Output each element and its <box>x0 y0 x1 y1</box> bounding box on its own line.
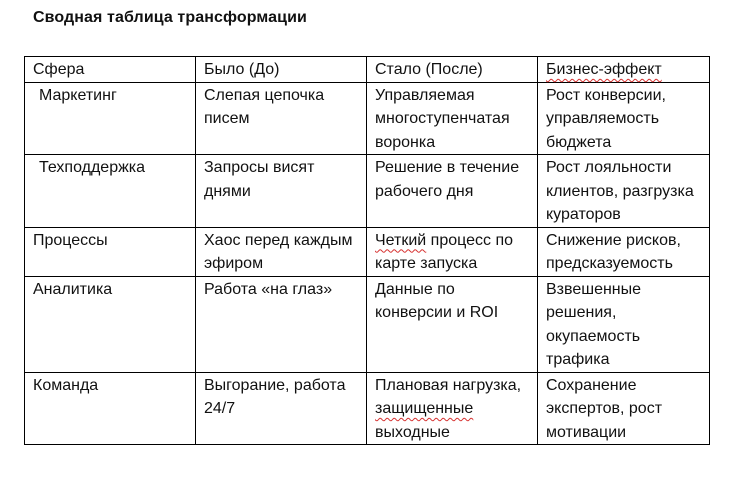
header-effect-text: Бизнес-эффект <box>546 61 662 78</box>
cell-effect: Рост конверсии, управляемость бюджета <box>538 82 710 155</box>
cell-after <box>367 227 538 276</box>
document-title: Сводная таблица трансформации <box>33 9 307 26</box>
cell-after: Управляемая многоступенчатая воронка <box>367 82 538 155</box>
cell-after-rest: процесс по карте запуска <box>375 231 514 272</box>
cell-sphere: Процессы <box>25 227 196 276</box>
header-sphere: Сфера <box>25 57 196 83</box>
cell-after: Решение в течение рабочего дня <box>367 155 538 228</box>
cell-sphere: Аналитика <box>25 276 196 372</box>
table-header-row <box>25 57 710 83</box>
spellcheck-word: Четкий <box>375 231 427 249</box>
header-before: Было (До) <box>196 57 367 83</box>
header-after: Стало (После) <box>367 57 538 83</box>
cell-effect: Снижение рисков, предсказуемость <box>538 227 710 276</box>
cell-sphere: Маркетинг <box>25 82 196 155</box>
cell-after <box>367 372 538 445</box>
cell-effect: Рост лояльности клиентов, разгрузка кураторов <box>538 155 710 228</box>
cell-before: Хаос перед каждым эфиром <box>196 227 367 276</box>
cell-before: Выгорание, работа 24/7 <box>196 372 367 445</box>
header-effect <box>538 57 710 83</box>
cell-after: Данные по конверсии и ROI <box>367 276 538 372</box>
table-row <box>25 155 710 228</box>
cell-sphere: Команда <box>25 372 196 445</box>
table-row <box>25 372 710 445</box>
table-row <box>25 227 710 276</box>
cell-effect: Сохранение экспертов, рост мотивации <box>538 372 710 445</box>
cell-after-rest: выходные <box>375 423 450 441</box>
table-row <box>25 276 710 372</box>
cell-sphere: Техподдержка <box>25 155 196 228</box>
transformation-table <box>24 56 710 445</box>
cell-before: Работа «на глаз» <box>196 276 367 372</box>
spellcheck-word: защищенные <box>375 400 474 417</box>
cell-effect: Взвешенные решения, окупаемость трафика <box>538 276 710 372</box>
cell-before: Запросы висят днями <box>196 155 367 228</box>
cell-before: Слепая цепочка писем <box>196 82 367 155</box>
cell-after-start: Плановая нагрузка, <box>375 376 522 394</box>
table-row <box>25 82 710 155</box>
